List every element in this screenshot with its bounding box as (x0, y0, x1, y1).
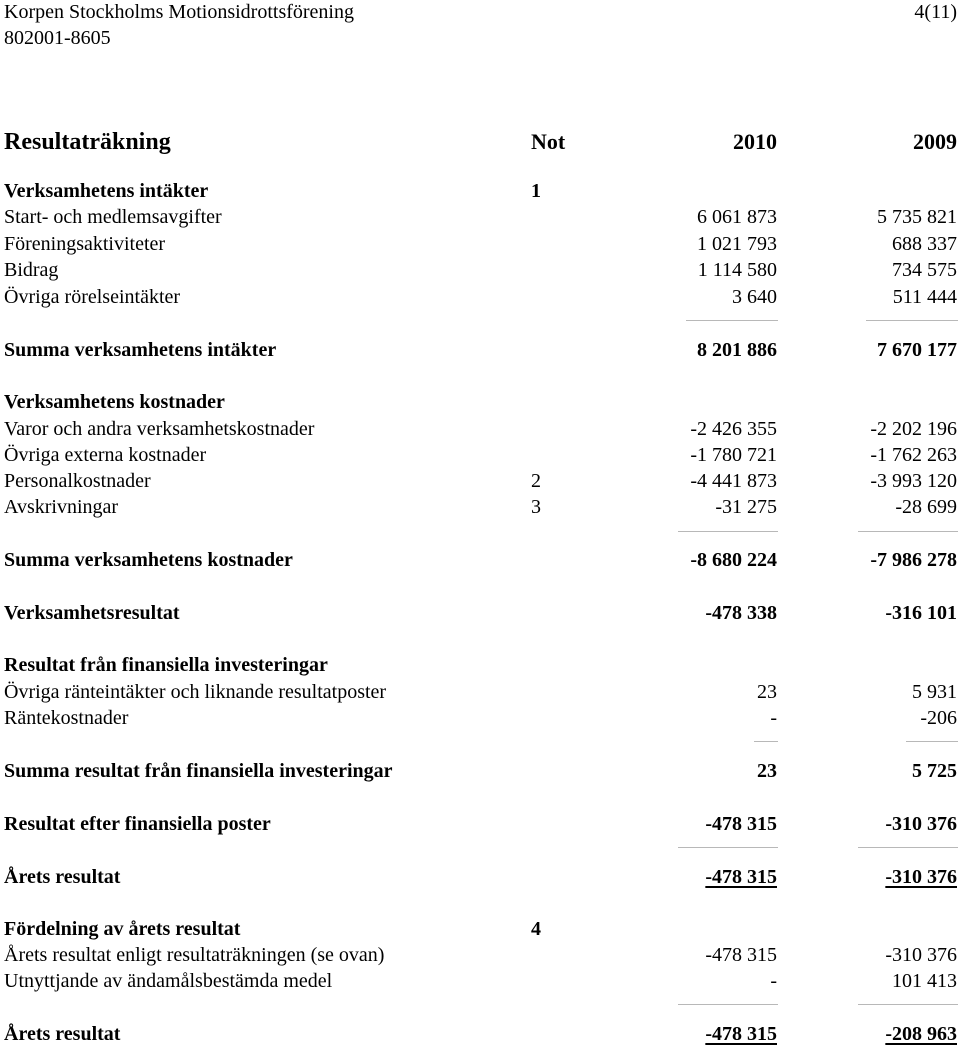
column-header-2010: 2010 (733, 129, 777, 154)
row-value-2010: -8 680 224 (690, 549, 777, 571)
row-label: Resultat efter finansiella poster (4, 813, 271, 835)
statement-row (0, 652, 960, 678)
row-value-2010: -31 275 (715, 496, 777, 518)
row-value-2010: - (770, 707, 777, 729)
row-value-2010: 6 061 873 (697, 206, 777, 228)
row-label: Resultat från finansiella investeringar (4, 654, 328, 676)
row-value-2010: -478 315 (705, 1023, 777, 1045)
row-value-2010: 3 640 (732, 286, 777, 308)
row-label: Föreningsaktiviteter (4, 233, 166, 255)
row-value-2009: -310 376 (885, 813, 957, 835)
subtotal-rule (678, 531, 778, 532)
row-label: Bidrag (4, 259, 59, 281)
statement-row (0, 204, 960, 230)
row-value-2010: 23 (757, 681, 777, 703)
row-value-2009: -208 963 (885, 1023, 957, 1045)
row-label: Årets resultat (4, 866, 121, 888)
statement-row (0, 337, 960, 363)
statement-row (0, 705, 960, 731)
row-value-2009: 5 735 821 (877, 206, 957, 228)
statement-row (0, 679, 960, 705)
row-value-2010: 23 (757, 760, 777, 782)
row-note: 3 (531, 496, 541, 518)
row-value-2009: -206 (920, 707, 957, 729)
row-label: Personalkostnader (4, 470, 151, 492)
statement-row (0, 758, 960, 784)
row-value-2010: -2 426 355 (690, 418, 777, 440)
row-value-2009: 5 931 (912, 681, 957, 703)
row-value-2009: 688 337 (892, 233, 957, 255)
page-number: 4(11) (914, 1, 957, 23)
row-label: Räntekostnader (4, 707, 129, 729)
row-value-2010: -4 441 873 (690, 470, 777, 492)
row-value-2010: - (770, 970, 777, 992)
row-value-2009: -3 993 120 (870, 470, 957, 492)
row-value-2009: -28 699 (895, 496, 957, 518)
statement-row (0, 547, 960, 573)
row-value-2009: 734 575 (892, 259, 957, 281)
row-value-2010: 8 201 886 (697, 339, 777, 361)
column-header-2009: 2009 (913, 129, 957, 154)
row-label: Utnyttjande av ändamålsbestämda medel (4, 970, 333, 992)
statement-row (0, 494, 960, 520)
subtotal-rule (678, 1004, 778, 1005)
row-note: 1 (531, 180, 541, 202)
statement-row (0, 389, 960, 415)
row-value-2009: 5 725 (912, 760, 957, 782)
row-value-2010: -478 315 (705, 944, 777, 966)
statement-row (0, 231, 960, 257)
row-label: Övriga rörelseintäkter (4, 286, 181, 308)
statement-row (0, 1021, 960, 1047)
subtotal-rule (686, 320, 778, 321)
row-value-2009: -310 376 (885, 866, 957, 888)
row-note: 2 (531, 470, 541, 492)
statement-row (0, 284, 960, 310)
row-value-2010: -478 338 (705, 602, 777, 624)
row-label: Varor och andra verksamhetskostnader (4, 418, 315, 440)
row-value-2010: -478 315 (705, 866, 777, 888)
row-label: Verksamhetsresultat (4, 602, 180, 624)
row-value-2010: -1 780 721 (690, 444, 777, 466)
subtotal-rule (678, 847, 778, 848)
row-value-2009: 7 670 177 (877, 339, 957, 361)
statement-row (0, 416, 960, 442)
row-value-2009: -2 202 196 (870, 418, 957, 440)
subtotal-rule (754, 741, 778, 742)
organization-name: Korpen Stockholms Motionsidrottsförening (4, 1, 354, 23)
statement-row (0, 257, 960, 283)
statement-row (0, 442, 960, 468)
row-label: Verksamhetens intäkter (4, 180, 209, 202)
statement-row (0, 864, 960, 890)
row-label: Årets resultat (4, 1023, 121, 1045)
row-note: 4 (531, 918, 541, 940)
statement-title: Resultaträkning (4, 129, 171, 155)
row-label: Fördelning av årets resultat (4, 918, 241, 940)
row-label: Summa verksamhetens kostnader (4, 549, 293, 571)
subtotal-rule (858, 531, 958, 532)
row-value-2009: 511 444 (892, 286, 957, 308)
subtotal-rule (906, 741, 958, 742)
statement-row (0, 968, 960, 994)
row-value-2010: 1 114 580 (697, 259, 777, 281)
column-header-not: Not (531, 129, 566, 154)
row-label: Verksamhetens kostnader (4, 391, 225, 413)
statement-row (0, 468, 960, 494)
statement-row (0, 811, 960, 837)
row-label: Avskrivningar (4, 496, 119, 518)
statement-row (0, 916, 960, 942)
subtotal-rule (866, 320, 958, 321)
row-label: Övriga ränteintäkter och liknande resultatposter (4, 681, 387, 703)
row-label: Övriga externa kostnader (4, 444, 207, 466)
row-value-2009: -7 986 278 (870, 549, 957, 571)
row-label: Start- och medlemsavgifter (4, 206, 222, 228)
row-value-2010: -478 315 (705, 813, 777, 835)
row-value-2009: 101 413 (892, 970, 957, 992)
row-value-2010: 1 021 793 (697, 233, 777, 255)
row-value-2009: -316 101 (885, 602, 957, 624)
statement-row (0, 178, 960, 204)
row-label: Årets resultat enligt resultaträkningen (se ovan) (4, 944, 385, 966)
row-value-2009: -1 762 263 (870, 444, 957, 466)
row-value-2009: -310 376 (885, 944, 957, 966)
row-label: Summa verksamhetens intäkter (4, 339, 277, 361)
row-label: Summa resultat från finansiella investeringar (4, 760, 393, 782)
statement-row (0, 600, 960, 626)
statement-row (0, 942, 960, 968)
subtotal-rule (858, 1004, 958, 1005)
organization-number: 802001-8605 (4, 27, 111, 49)
subtotal-rule (858, 847, 958, 848)
